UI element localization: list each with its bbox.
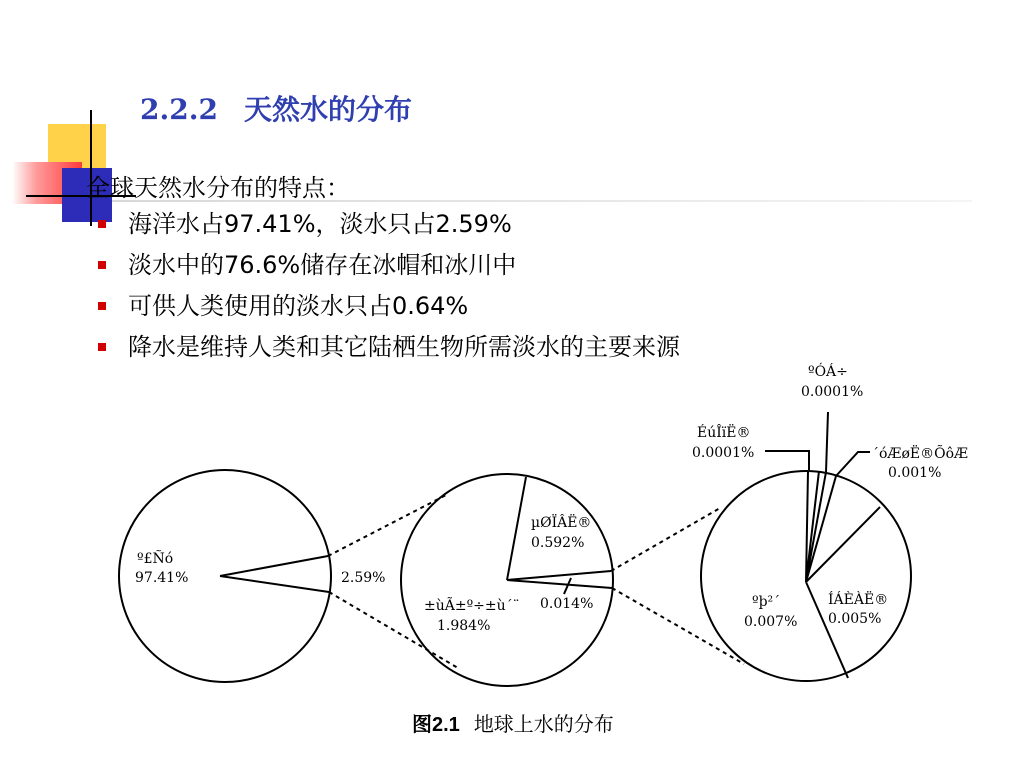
pie3-top-label: ºÓÁ÷ bbox=[808, 364, 848, 380]
pie2-slice-b-value: 1.984% bbox=[437, 618, 491, 634]
bullet-text: 降水是维持人类和其它陆栖生物所需淡水的主要来源 bbox=[128, 333, 680, 361]
pie1-value: 97.41% bbox=[135, 570, 189, 586]
pie2-slice-a-label: µØÏÂË® bbox=[531, 515, 592, 531]
pie3-leader-lines bbox=[765, 412, 870, 476]
pie3-bottom-right-label: ÍÁÈÀË® bbox=[828, 592, 889, 608]
intro-text: 全球天然水分布的特点： bbox=[86, 174, 350, 202]
pie3-bottom-left-value: 0.007% bbox=[744, 614, 798, 630]
caption-figure-number: 图2.1 bbox=[412, 714, 460, 736]
section-title: 天然水的分布 bbox=[243, 93, 412, 126]
pie2-slice-c-value: 0.014% bbox=[540, 596, 594, 612]
bullet-text: 淡水中的76.6%储存在冰帽和冰川中 bbox=[128, 251, 517, 279]
pie3-right-label: ´óÆøË®ÕôÆ bbox=[872, 446, 969, 462]
pie1-slice-value: 2.59% bbox=[341, 570, 386, 586]
pie2-slice-b-label: ±ùÃ±º÷±ù´¨ bbox=[424, 598, 520, 614]
pie3-right-value: 0.001% bbox=[888, 465, 942, 481]
pie1-label: º£Ñó bbox=[137, 551, 174, 567]
bullet-text: 可供人类使用的淡水只占0.64% bbox=[128, 292, 469, 320]
pie3-slices bbox=[806, 471, 880, 678]
pie3-left-label: ÉúÎïË® bbox=[697, 425, 751, 441]
pie3-bottom-left-label: ºþ²´ bbox=[752, 594, 781, 610]
section-number: 2.2.2 bbox=[140, 93, 218, 126]
pie1-freshwater-slice bbox=[220, 556, 329, 592]
pie3-left-value: 0.0001% bbox=[692, 445, 755, 461]
pie3-bottom-right-value: 0.005% bbox=[828, 611, 882, 627]
bullet-text: 海洋水占97.41%，淡水只占2.59% bbox=[128, 210, 512, 238]
figure-caption bbox=[412, 708, 614, 737]
pie3-top-value: 0.0001% bbox=[801, 384, 864, 400]
pie2-slice-a-value: 0.592% bbox=[531, 535, 585, 551]
caption-text: 地球上水的分布 bbox=[473, 712, 614, 736]
